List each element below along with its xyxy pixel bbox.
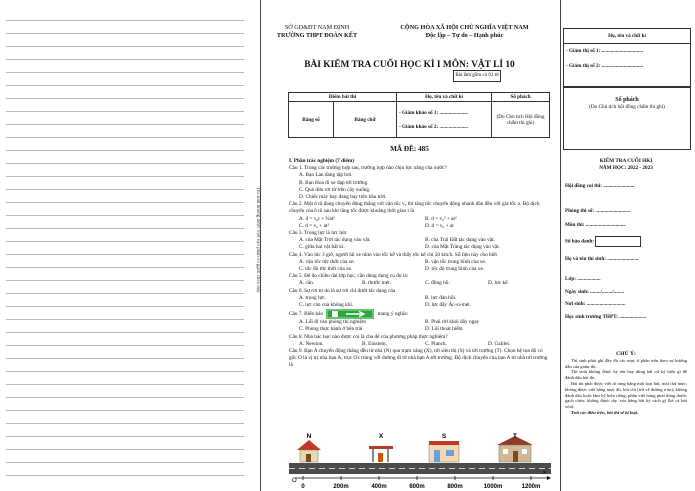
q5-row — [289, 280, 551, 287]
code-box — [563, 86, 691, 150]
notes-title: CHÚ Ý: — [616, 351, 636, 357]
tick-label: 600m — [409, 484, 425, 490]
q5-d: D. lực kế. — [488, 280, 509, 287]
student-school-field: Học sinh trường THPT: ..................... — [565, 313, 647, 320]
note-4: Trái các điều trên, bài thi sẽ bị loại. — [571, 409, 639, 415]
q5-b: B. thước mét. — [362, 280, 391, 287]
q1-b: B. Bạn Hoa đi xe đạp tới trường. — [299, 179, 369, 186]
tick-label: 0 — [301, 484, 305, 490]
candidate-fields — [565, 182, 689, 321]
school-name: TRƯỜNG THPT ĐOÀN KẾT — [276, 32, 358, 39]
supermarket-icon — [429, 441, 459, 462]
q1-c: C. Quả dừa rơi từ trên cây xuống. — [299, 186, 371, 193]
right-column — [563, 0, 693, 491]
exam-page — [262, 0, 557, 491]
q2: Câu 2. Một ô tô đang chuyển động thẳng với vận tốc v₀ thì tăng tốc chuyển động nhanh dần đều với gia tốc a. Độ dịch chuyển của ô tô sau khi tăng tốc được khoảng thời gian t là — [289, 201, 540, 215]
q8-a: A. Newton. — [299, 340, 324, 347]
q8-b: B. Einstein. — [362, 340, 387, 347]
divider-right — [560, 0, 561, 491]
exam-code: MÃ ĐỀ: 485 — [390, 145, 429, 153]
examiners-cell — [397, 102, 492, 138]
q2-c: C. d = v₀ + at² — [299, 222, 330, 229]
code-note: (Do Chủ tịch Hội đồng chấm thi ghi) — [492, 102, 550, 138]
q9: Câu 9. Bạn A chuyển động thẳng đều từ nhà (N) qua trạm xăng (X), tới siêu thị (S) và tới trường (T). Chọn hệ tọa độ có gốc O là vị trí nhà bạn A, trục Ox trùng với đường đi từ nhà bạn A tới trường. Độ dịch chuyển của bạn A từ nhà tới trường là — [289, 348, 548, 369]
exam-name: KIỂM TRA CUỐI HKI — [599, 158, 653, 164]
q3-row2 — [289, 244, 551, 251]
q5: Câu 5. Để đo chiều dài lớp học, cần dùng dụng cụ đo là: — [289, 273, 409, 280]
supervisor-header: Họ, tên và chữ kí — [608, 33, 646, 39]
house-icon — [297, 440, 321, 462]
divider-left — [260, 0, 261, 491]
q8: Câu 8. Nhà bác học nào được coi là cha đẻ của phương pháp thực nghiệm? — [289, 333, 448, 340]
no-write-note: Thí sinh không được viết vào phần có gạch chéo này — [255, 187, 260, 293]
code-note-right: (Do Chủ tịch hội đồng chấm thi ghi) — [589, 104, 665, 110]
tick-label: 1000m — [483, 484, 503, 490]
q7-a: A. Lối đi vào phòng thí nghiệm — [299, 319, 366, 326]
sbd-label: Số báo danh: — [565, 238, 595, 245]
q5-a: A. cân. — [299, 280, 315, 287]
q6-b: B. lực đàn hồi. — [425, 294, 457, 301]
dob-field: Ngày sinh: ......../......../........ — [565, 288, 625, 295]
note-2: Thí sinh không được ký tên hay dùng bất cứ ký hiệu gì để đánh dấu bài thi. — [565, 369, 687, 381]
place-label: T — [513, 433, 517, 440]
q8-c: C. Planck. — [425, 340, 447, 347]
place-label: S — [441, 433, 447, 440]
q1: Câu 1. Trong các trường hợp sau, trường hợp nào chịu lực nâng của nước? — [289, 165, 447, 172]
road-diagram — [289, 418, 551, 491]
q4: Câu 4. Vào lúc 3 giờ, người lái xe nhìn vào tốc kế và thấy tốc kế chỉ 50 km/h. Số liệu này cho biết — [289, 251, 497, 258]
q4-c: C. tốc độ tức thời của xe. — [299, 266, 353, 273]
sign-header: Họ, tên và chữ kí — [397, 93, 492, 102]
class-field: Lớp: .................. — [565, 276, 601, 282]
score-table — [288, 92, 550, 138]
q3-c: C. giữa hai vật bất kì. — [299, 244, 345, 251]
q6-row2 — [289, 302, 551, 309]
department: SỞ GD&ĐT NAM ĐỊNH — [284, 24, 350, 31]
score-words: Bằng chữ — [334, 102, 397, 138]
exam-title: BÀI KIỂM TRA CUỐI HỌC KÌ I MÔN: VẬT LÍ 10 — [304, 60, 515, 70]
place-label: N — [306, 433, 312, 440]
supervisor-box — [563, 28, 691, 88]
q4-row1 — [289, 259, 551, 266]
q7-row1 — [289, 319, 551, 326]
header-left — [262, 24, 372, 40]
q3-b: B. của Trái Đất tác dụng vào vật. — [425, 237, 495, 244]
q8-d: D. Galilei. — [488, 340, 511, 347]
q7 — [289, 309, 551, 319]
school-year: NĂM HỌC: 2022 - 2023 — [599, 165, 653, 171]
exit-sign-icon — [326, 309, 374, 319]
pob-field: Nơi sinh: .............................. — [565, 301, 626, 307]
section-title: I. Phần trắc nghiệm (7 điểm) — [289, 158, 355, 164]
q2-b: B. d = v₀² + at² — [425, 215, 457, 222]
tick-label: 800m — [447, 484, 463, 490]
gas-station-icon — [369, 446, 393, 462]
writing-lines — [6, 8, 244, 486]
q4-d: D. tốc độ trung bình của xe. — [425, 266, 485, 273]
motto: Độc lập – Tự do – Hạnh phúc — [425, 32, 504, 39]
q2-row1 — [289, 216, 551, 223]
nation-name: CỘNG HÒA XÃ HỘI CHỦ NGHĨA VIỆT NAM — [400, 24, 529, 31]
q2-d: D. d = v₀ + at — [425, 222, 454, 229]
q6-c: C. lực cản của không khí. — [299, 302, 354, 309]
subject-field: Môn thi: ............................... — [565, 222, 626, 228]
q6-row1 — [289, 295, 551, 302]
tick-label: 1200m — [521, 484, 541, 490]
q7-d: D. Lối thoát hiểm — [425, 326, 463, 333]
sbd-field — [565, 236, 689, 247]
q5-c: C. đồng hồ. — [425, 280, 450, 287]
room-field: Phòng thi số: ........................... — [565, 207, 631, 214]
tick-label: 400m — [371, 484, 387, 490]
score-header: Điểm bài thi — [289, 93, 397, 102]
q2-row2 — [289, 223, 551, 230]
q1-a: A. Bạn Lan đang tập bơi. — [299, 172, 353, 179]
axis-origin: O — [292, 478, 297, 484]
q4-b: B. vận tốc trung bình của xe. — [425, 258, 487, 265]
code-title: Số phách — [615, 97, 639, 103]
note-1: Thí sinh phải ghi đầy đủ các mục ở phần trên theo sự hướng dẫn của giám thị. — [565, 357, 687, 369]
q6-a: A. trọng lực. — [299, 294, 326, 301]
q1-d: D. Chiếc máy bay đang bay trên bầu trời. — [299, 194, 387, 201]
place-label: X — [378, 433, 384, 440]
q7-text: Câu 7. Biển báo — [289, 311, 324, 318]
score-digits: Bằng số — [289, 102, 334, 138]
q7-c: C. Phòng thực hành ở bên trái — [299, 326, 363, 333]
examiner-2: - Giám khảo số 2: ...................... — [399, 123, 469, 130]
q8-row — [289, 341, 551, 348]
header-right — [372, 24, 557, 40]
q6: Câu 6. Sự rơi tự do là sự rơi chỉ dưới tác dụng của — [289, 287, 396, 294]
name-field: Họ và tên thí sinh: ........................ — [565, 255, 639, 262]
note-3: Bài thi phải được viết rõ ràng bằng một loại bút, một thứ mực; không được viết bằng mực đỏ, bút chì (trừ vẽ đường tròn); không đánh dấu hoặc làm ký hiệu riêng; phần viết hỏng phải dùng thước gạch chéo; không được tẩy, xóa bằng bất kỳ cách gì (kể cả bút xóa). — [565, 380, 687, 410]
q4-a: A. vận tốc tức thời của xe. — [299, 258, 355, 265]
q7-tail: mang ý nghĩa: — [377, 311, 409, 318]
q3: Câu 3. Trọng lực là lực hút — [289, 230, 347, 237]
supervisor-2: - Giám thị số 2: ................................ — [566, 63, 644, 69]
sbd-box[interactable] — [595, 236, 641, 247]
axis-x-label: x — [543, 470, 546, 476]
supervisor-1: - Giám thị số 1: ................................ — [566, 48, 644, 54]
examiner-1: - Giám khảo số 1: ...................... — [399, 109, 469, 116]
q2-a: A. d = v₀t + ½at² — [299, 215, 335, 222]
pages-box: Bài làm gồm có 01 tờ — [453, 70, 501, 82]
q6-d: D. lực đẩy Ác-si-mét. — [425, 302, 471, 309]
tick-label: 200m — [333, 484, 349, 490]
q3-d: D. của Mặt Trăng tác dụng vào vật. — [425, 244, 500, 251]
q7-b: B. Phải rời khỏi đây ngay — [425, 319, 480, 326]
council-field: Hội đồng coi thi: ........................ — [565, 183, 635, 189]
notes — [565, 352, 687, 416]
q7-row2 — [289, 326, 551, 333]
code-header: Số phách — [492, 93, 550, 102]
q3-a: A. của Mặt Trời tác dụng vào vật. — [299, 237, 371, 244]
exam-info — [563, 158, 689, 172]
exam-body — [289, 158, 551, 370]
